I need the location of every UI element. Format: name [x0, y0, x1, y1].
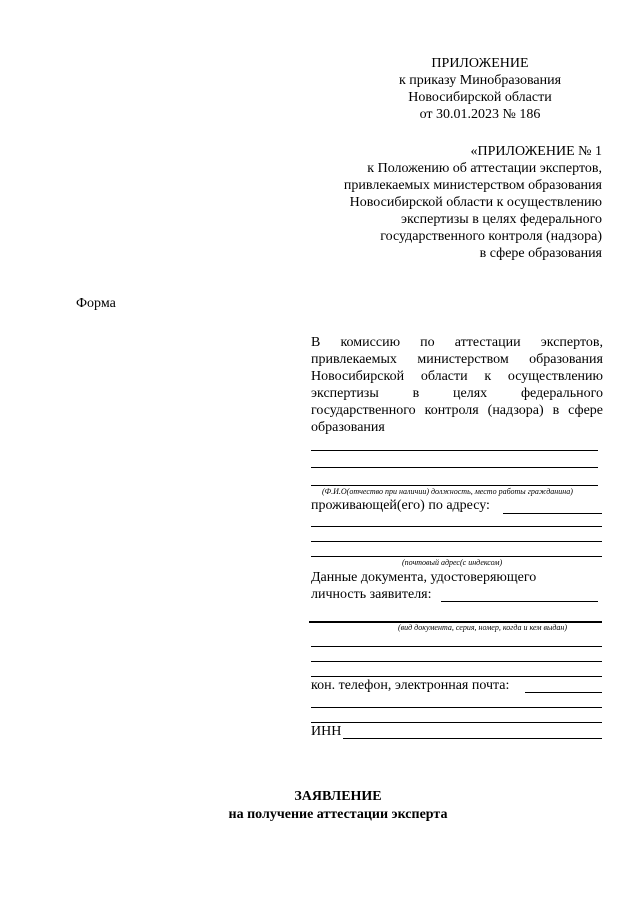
- appendix-reference: [344, 143, 602, 262]
- appendix-reference-line: экспертизы в целях федерального: [400, 212, 602, 227]
- appendix-reference-line: «ПРИЛОЖЕНИЕ № 1: [470, 144, 602, 159]
- order-reference-line: ПРИЛОЖЕНИЕ: [431, 56, 529, 71]
- appendix-reference-line: Новосибирской области к осуществлению: [349, 195, 602, 210]
- residing-line-1[interactable]: [503, 513, 602, 514]
- inn-line[interactable]: [343, 738, 602, 739]
- appendix-reference-line: в сфере образования: [479, 246, 602, 261]
- appendix-reference-line: к Положению об аттестации экспертов,: [367, 161, 602, 176]
- contact-label: кон. телефон, электронная почта:: [311, 678, 510, 693]
- postal-caption: (почтовый адрес(с индексом): [402, 558, 503, 567]
- order-reference: [380, 55, 580, 123]
- inn-label: ИНН: [311, 724, 342, 739]
- order-reference-line: от 30.01.2023 № 186: [419, 107, 541, 122]
- document-caption: (вид документа, серия, номер, когда и кем выдан): [398, 623, 568, 632]
- document-line-1[interactable]: [441, 601, 598, 602]
- contact-line-3[interactable]: [311, 722, 602, 723]
- fio-line-3[interactable]: [311, 485, 598, 486]
- fio-line-2[interactable]: [311, 467, 598, 468]
- addressee-text: В комиссию по аттестации экспертов, привлекаемых министерством образования Новосибирской области к осуществлению экспертизы в целях федерального государственного контроля (надзора) в сфере образования: [311, 335, 603, 435]
- residing-line-3[interactable]: [311, 541, 602, 542]
- document-line-3[interactable]: [311, 646, 602, 647]
- order-reference-line: к приказу Минобразования: [398, 73, 562, 88]
- appendix-reference-line: привлекаемых министерством образования: [343, 178, 602, 193]
- fio-line-1[interactable]: [311, 450, 598, 451]
- form-label: Форма: [76, 296, 116, 311]
- appendix-reference-line: государственного контроля (надзора): [380, 229, 602, 244]
- statement-subtitle: на получение аттестации эксперта: [228, 807, 448, 822]
- residing-line-2[interactable]: [311, 526, 602, 527]
- document-line-4[interactable]: [311, 661, 602, 662]
- statement-title: ЗАЯВЛЕНИЕ: [294, 789, 382, 804]
- order-reference-line: Новосибирской области: [408, 90, 552, 105]
- residing-line-4[interactable]: [311, 556, 602, 557]
- contact-line-1[interactable]: [525, 692, 602, 693]
- document-label: Данные документа, удостоверяющего: [311, 570, 537, 585]
- document-label-continued: личность заявителя:: [311, 587, 432, 602]
- document-line-5[interactable]: [311, 676, 602, 677]
- contact-line-2[interactable]: [311, 707, 602, 708]
- fio-caption: (Ф.И.О(отчество при наличии) должность, место работы гражданина): [322, 487, 573, 496]
- residing-label: проживающей(его) по адресу:: [311, 498, 490, 513]
